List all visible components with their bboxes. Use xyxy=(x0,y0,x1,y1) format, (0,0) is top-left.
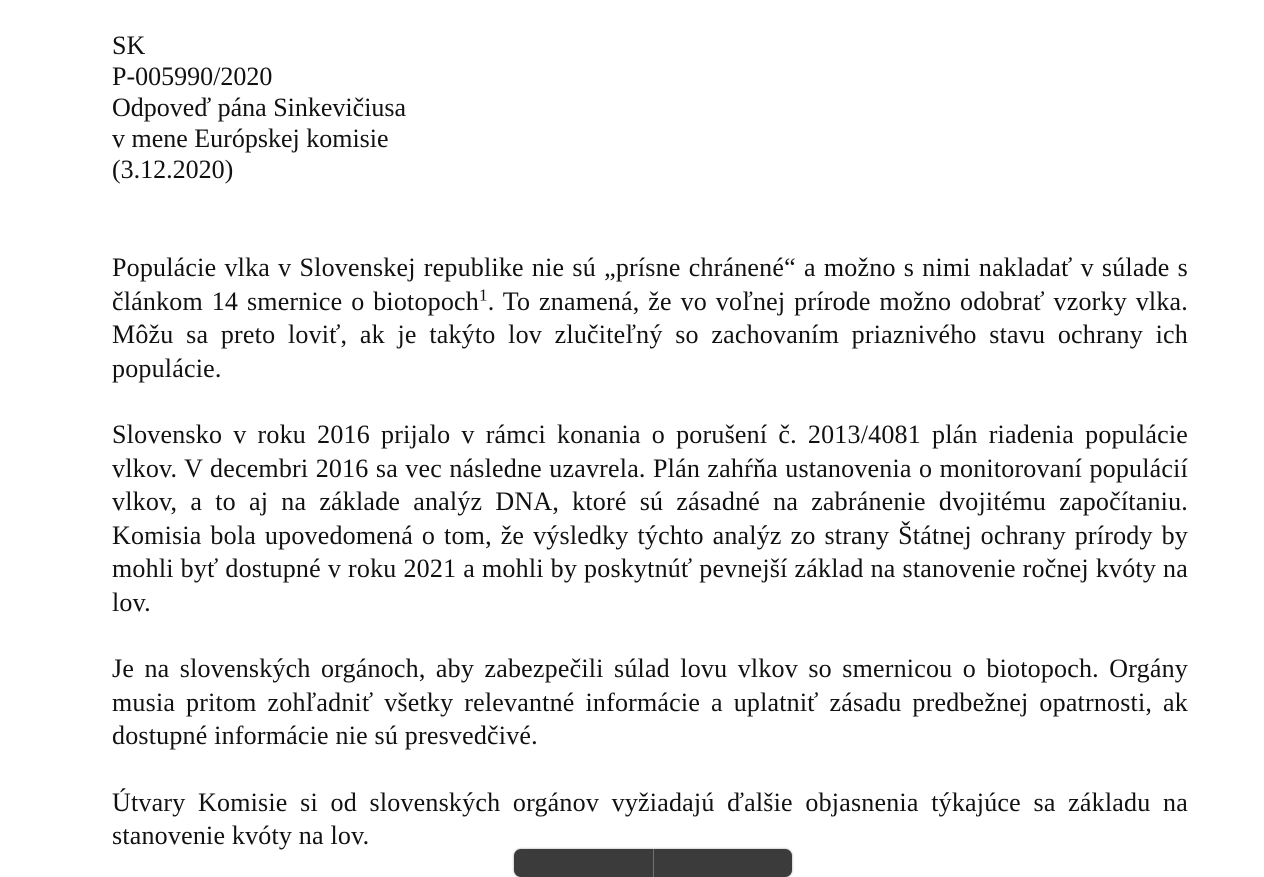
toolbar-divider xyxy=(653,849,654,877)
paragraph xyxy=(112,251,1188,385)
footnote-ref[interactable]: 1 xyxy=(479,284,488,304)
paragraph-text: . To znamená, že vo voľnej prírode možno odobrať vzorky vlka. Môžu sa preto loviť, ak je takýto lov zlučiteľný so zachovaním priaznivého stavu ochrany ich populácie. xyxy=(112,286,1188,383)
doc-language-code: SK xyxy=(112,31,146,60)
document-header-block xyxy=(112,30,1188,185)
doc-date-line: (3.12.2020) xyxy=(112,155,234,184)
viewer-floating-toolbar[interactable] xyxy=(514,849,792,877)
doc-answer-title: Odpoveď pána Sinkevičiusa xyxy=(112,93,407,122)
document-content xyxy=(112,30,1188,853)
doc-reference-number: P-005990/2020 xyxy=(112,62,273,91)
paragraph: Je na slovenských orgánoch, aby zabezpečili súlad lovu vlkov so smernicou o biotopoch. Orgány musia pritom zohľadniť všetky relevantné informácie a uplatniť zásadu predbežnej opatrnosti, ak dostupné informácie nie sú presvedčivé. xyxy=(112,654,1188,750)
doc-on-behalf-line: v mene Európskej komisie xyxy=(112,124,389,153)
paragraph: Slovensko v roku 2016 prijalo v rámci konania o porušení č. 2013/4081 plán riadenia populácie vlkov. V decembri 2016 sa vec následne uzavrela. Plán zahŕňa ustanovenia o monitorovaní populácií vlkov, a to aj na základe analýz DNA, ktoré sú zásadné na zabránenie dvojitému započítaniu. Komisia bola upovedomená o tom, že výsledky týchto analýz zo strany Štátnej ochrany prírody by mohli byť dostupné v roku 2021 a mohli by poskytnúť pevnejší základ na stanovenie ročnej kvóty na lov. xyxy=(112,420,1188,617)
paragraph-text: Populácie vlka v Slovenskej republike nie sú „prísne chránené“ a možno s nimi nakladať v súlade s článkom 14 smernice o biotopoch xyxy=(112,253,1188,316)
document-body xyxy=(112,251,1188,853)
paragraph: Útvary Komisie si od slovenských orgánov vyžiadajú ďalšie objasnenia týkajúce sa základu na stanovenie kvóty na lov. xyxy=(112,787,1188,850)
